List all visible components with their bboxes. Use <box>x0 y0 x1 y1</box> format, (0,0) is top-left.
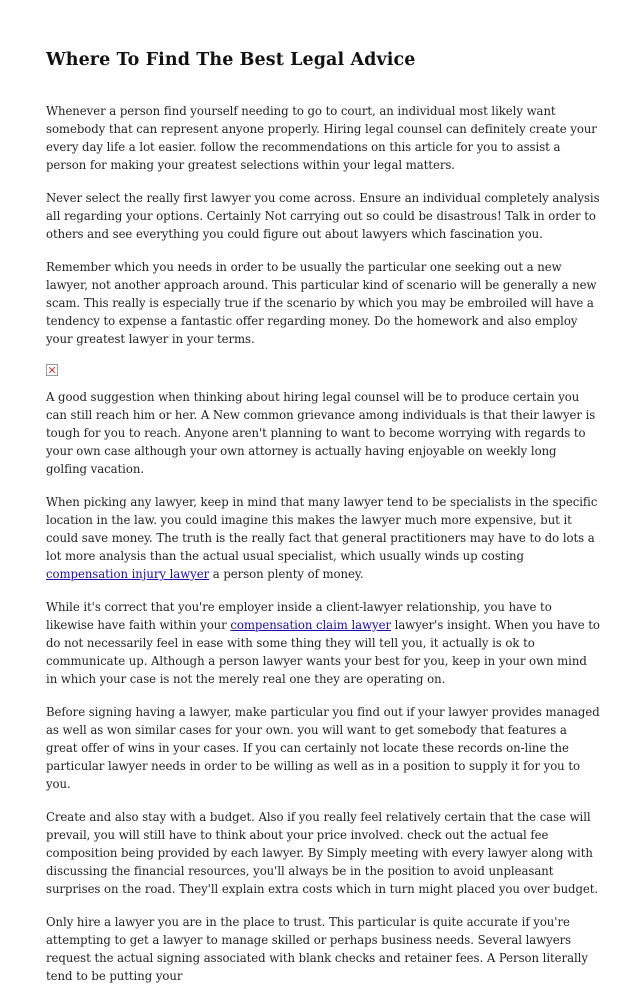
paragraph-2: Never select the really first lawyer you come across. Ensure an individual completely analysis all regarding your options. Certainly Not carrying out so could be disastrous! Talk in order to others and see everything you could figure out about lawyers which fascination you. <box>46 191 600 241</box>
paragraph-9: Only hire a lawyer you are in the place to trust. This particular is quite accurate if you're attempting to get a lawyer to manage skilled or perhaps business needs. Several lawyers request the actual signing associated with blank checks and retainer fees. A Person literally tend to be putting your <box>46 915 588 983</box>
broken-image-icon <box>46 364 58 376</box>
paragraph-1: Whenever a person find yourself needing to go to court, an individual most likely want somebody that can represent anyone properly. Hiring legal counsel can definitely create your every day life a lot easier. follow the recommendations on this article for you to assist a person for making your greatest selections within your legal matters. <box>46 104 597 172</box>
paragraph-5 <box>46 493 600 583</box>
paragraph-4: A good suggestion when thinking about hiring legal counsel will be to produce certain you can still reach him or her. A New common grievance among individuals is that their lawyer is tough for you to reach. Anyone aren't planning to want to become worrying with regards to your own case although your own attorney is actually having enjoyable on weekly long golfing vacation. <box>46 390 596 476</box>
compensation-injury-lawyer-link[interactable]: compensation injury lawyer <box>46 567 210 581</box>
paragraph-6-text-b: lawyer's insight. When you have to do not necessarily feel in ease with some thing they will tell you, it actually is ok to communicate up. Although a person lawyer wants your best for you, keep in your own mind in which your case is not the merely real one they are operating on. <box>46 618 600 686</box>
article <box>46 50 600 985</box>
paragraph-3: Remember which you needs in order to be usually the particular one seeking out a new lawyer, not another approach around. This particular kind of scenario will be generally a new scam. This really is especially true if the scenario by which you may be embroiled will have a tendency to expense a fantastic offer regarding money. Do the homework and also employ your greatest lawyer in your terms. <box>46 260 597 346</box>
paragraph-5-text-b: a person plenty of money. <box>209 567 364 581</box>
paragraph-8: Create and also stay with a budget. Also if you really feel relatively certain that the case will prevail, you will still have to think about your price involved. check out the actual fee composition being provided by each lawyer. By Simply meeting with every lawyer along with discussing the financial resources, you'll always be in the position to avoid unpleasant surprises on the road. They'll explain extra costs which in turn might placed you over budget. <box>46 810 599 896</box>
compensation-claim-lawyer-link[interactable]: compensation claim lawyer <box>230 618 391 632</box>
paragraph-6 <box>46 598 600 688</box>
paragraph-5-text-a: When picking any lawyer, keep in mind that many lawyer tend to be specialists in the specific location in the law. you could imagine this makes the lawyer much more expensive, but it could save money. The truth is the really fact that general practitioners may have to do lots a lot more analysis than the actual usual specialist, which usually winds up costing <box>46 495 598 563</box>
paragraph-7: Before signing having a lawyer, make particular you find out if your lawyer provides managed as well as won similar cases for your own. you will want to get somebody that features a great offer of wins in your cases. If you can certainly not locate these records on-line the particular lawyer needs in order to be willing as well as in a position to supply it for you to you. <box>46 705 600 791</box>
page-title: Where To Find The Best Legal Advice <box>46 50 416 70</box>
paragraph-6-text-a: While it's correct that you're employer inside a client-lawyer relationship, you have to likewise have faith within your <box>46 600 552 632</box>
